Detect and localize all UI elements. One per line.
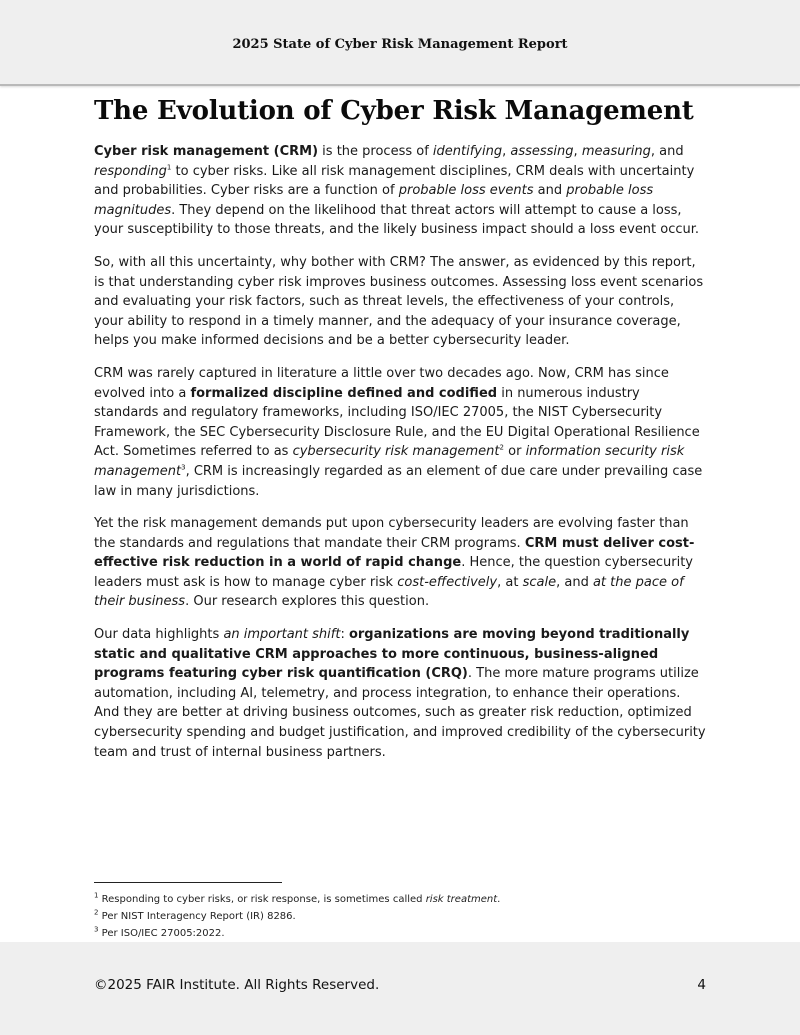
text-italic: probable loss events [398, 183, 534, 199]
text: , and [556, 574, 593, 590]
footnote-number: 1 [94, 891, 99, 900]
text-italic: identifying [432, 144, 503, 159]
page-number: 4 [697, 977, 706, 993]
footnotes [94, 882, 706, 942]
footnote-3 [94, 925, 706, 942]
footnote-emphasis: risk treatment [425, 894, 498, 905]
text: . Hence, the question cybersecurity leaders must ask is how to manage cyber risk [94, 555, 693, 590]
text-italic: scale [522, 574, 557, 590]
page-footer [0, 942, 800, 1035]
text: to cyber risks. Like all risk management disciplines, CRM deals with uncertainty and probabilities. Cyber risks are a function of [94, 163, 695, 199]
text-italic: responding [94, 163, 167, 179]
footnote-2 [94, 908, 706, 925]
main-content [94, 96, 706, 775]
footnote-text: Per ISO/IEC 27005:2022. [101, 928, 225, 939]
text: Yet the risk management demands put upon cybersecurity leaders are evolving faster than the standards and regulations that mandate their CRM programs. [94, 516, 689, 551]
page-title: The Evolution of Cyber Risk Management [94, 96, 694, 126]
paragraph-4 [94, 514, 706, 612]
text: , at [497, 574, 523, 590]
text: is the process of [318, 144, 433, 159]
text-italic: an important shift [223, 627, 341, 643]
text: : [340, 627, 349, 643]
text-italic: assessing [510, 144, 574, 159]
footnote-ref-1[interactable]: 1 [166, 163, 172, 172]
text-italic: cost-effectively [397, 574, 498, 590]
text: . The more mature programs utilize automation, including AI, telemetry, and process integration, to enhance their operations. And they are better at driving business outcomes, such as greater risk reduction, optimized cybersecurity spending and budget justification, and improved credibility of the cybersecurity team and trust of internal business partners. [94, 666, 706, 760]
text: Our data highlights [94, 627, 224, 643]
paragraph-5 [94, 625, 706, 762]
text: or [503, 444, 526, 460]
text-bold: CRM must deliver cost-effective risk reduction in a world of rapid change [94, 535, 695, 571]
text: , CRM is increasingly regarded as an element of due care under prevailing case law in many jurisdictions. [94, 463, 703, 499]
text: in numerous industry standards and regulatory frameworks, including ISO/IEC 27005, the NIST Cybersecurity Framework, the SEC Cybersecurity Disclosure Rule, and the EU Digital Operational Resilience Act. Sometimes referred to as [94, 385, 700, 460]
text-italic: at the pace of their business [94, 574, 684, 610]
report-title: 2025 State of Cyber Risk Management Report [232, 37, 568, 52]
footnote-text: Per NIST Interagency Report (IR) 8286. [101, 911, 296, 922]
text-bold: organizations are moving beyond traditionally static and qualitative CRM approaches to more continuous, business-aligned programs featuring cyber risk quantification (CRQ) [94, 627, 690, 682]
text-italic: information security risk management [94, 444, 685, 479]
text: CRM was rarely captured in literature a little over two decades ago. Now, CRM has since evolved into a [94, 365, 669, 401]
paragraph-1 [94, 142, 706, 240]
footnote-number: 3 [94, 925, 99, 934]
footnote-end: . [497, 894, 501, 905]
text: , and [650, 144, 684, 159]
text: . They depend on the likelihood that threat actors will attempt to cause a loss, your susceptibility to those threats, and the likely business impact should a loss event occur. [94, 202, 700, 238]
text-italic: measuring [581, 144, 651, 159]
paragraph-3 [94, 364, 706, 501]
text: , [502, 144, 511, 159]
text: , [573, 144, 582, 159]
text-italic: cybersecurity risk management [292, 444, 500, 460]
text: and [533, 183, 567, 199]
text: . Our research explores this question. [185, 594, 430, 610]
footnote-text: Responding to cyber risks, or risk response, is sometimes called [101, 894, 426, 905]
footnote-1 [94, 891, 706, 908]
text-bold: Cyber risk management (CRM) [94, 144, 319, 159]
text-bold: formalized discipline defined and codified [190, 385, 498, 401]
footnote-ref-3[interactable]: 3 [181, 463, 186, 472]
footnote-ref-2[interactable]: 2 [499, 443, 504, 452]
copyright-text: ©2025 FAIR Institute. All Rights Reserved. [94, 977, 380, 993]
footnote-number: 2 [94, 908, 99, 917]
page-header [0, 0, 800, 86]
footnote-divider [94, 882, 282, 883]
text-italic: probable loss magnitudes [94, 183, 654, 218]
paragraph-2: So, with all this uncertainty, why bother with CRM? The answer, as evidenced by this report, is that understanding cyber risk improves business outcomes. Assessing loss event scenarios and evaluating your risk factors, such as threat levels, the effectiveness of your controls, your ability to respond in a timely manner, and the adequacy of your insurance coverage, helps you make informed decisions and be a better cybersecurity leader. [94, 254, 704, 349]
